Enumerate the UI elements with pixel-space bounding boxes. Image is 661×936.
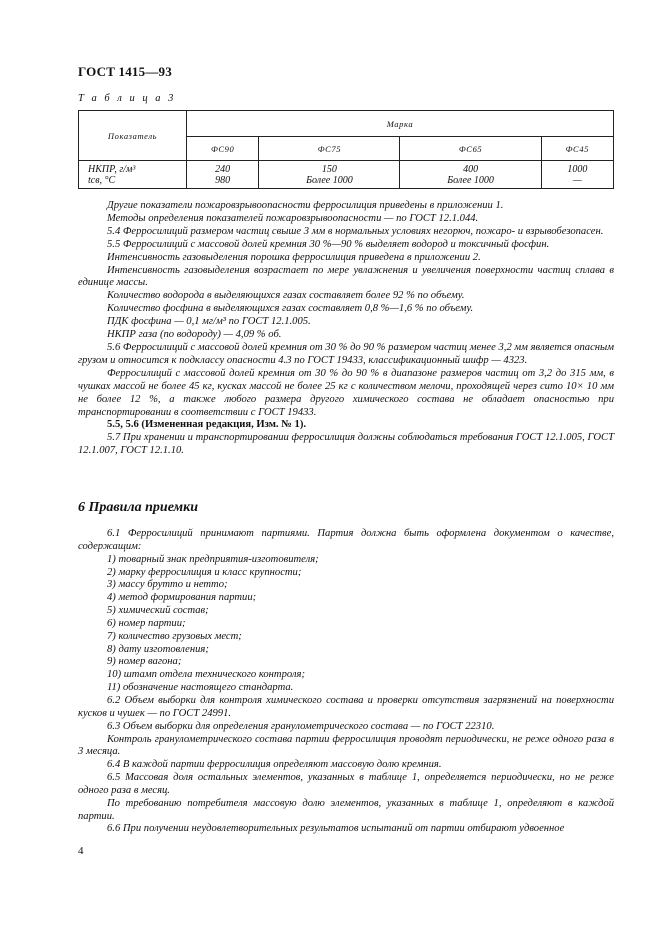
row-label-lcl: НКПР, г/м³ <box>88 163 136 175</box>
paragraph: Интенсивность газовыделения порошка ферросилиция приведена в приложении 2. <box>107 251 481 263</box>
grade-header: ФС90 <box>187 137 259 161</box>
table-cell: 1000 — <box>541 161 613 189</box>
paragraph: Методы определения показателей пожаровзрывоопасности — по ГОСТ 12.1.044. <box>107 212 479 224</box>
list-item: 9) номер вагона; <box>107 656 182 668</box>
paragraph: 6.6 При получении неудовлетворительных результатов испытаний от партии отбирают удвоенное <box>107 823 565 835</box>
list-item: 10) штамп отдела технического контроля; <box>107 669 305 681</box>
paragraph: Контроль гранулометрического состава партии ферросилиция проводят периодически, не реже одного раза в 3 месяца. <box>78 733 614 758</box>
section-5-text <box>78 200 614 458</box>
row-label-ignition-temp: tсв, °С <box>88 174 116 186</box>
list-item: 5) химический состав; <box>107 605 209 617</box>
paragraph: 6.5 Массовая доля остальных элементов, указанных в таблице 1, определяется периодически, но не реже одного раза в месяц. <box>78 772 614 796</box>
grade-header: ФС45 <box>541 137 613 161</box>
paragraph: 5.4 Ферросилиций размером частиц свыше 3 мм в нормальных условиях негорюч, пожаро- и взрывобезопасен. <box>107 225 604 237</box>
paragraph: Интенсивность газовыделения возрастает по мере увлажнения и увеличения поверхности частиц сплава в единице массы. <box>78 264 614 289</box>
grade-header: ФС65 <box>400 137 541 161</box>
list-item: 1) товарный знак предприятия-изготовителя; <box>107 553 319 565</box>
list-item: 3) массу брутто и нетто; <box>107 579 228 591</box>
list-item: 7) количество грузовых мест; <box>107 630 242 642</box>
list-item: 4) метод формирования партии; <box>107 592 257 604</box>
edit-note: 5.5, 5.6 (Измененная редакция, Изм. № 1). <box>107 419 306 431</box>
list-item: 11) обозначение настоящего стандарта. <box>107 682 294 694</box>
paragraph: Количество фосфина в выделяющихся газах составляет 0,8 %—1,6 % по объему. <box>107 303 474 315</box>
paragraph: 6.4 В каждой партии ферросилиция определяют массовую долю кремния. <box>107 759 442 771</box>
section-6-text <box>78 528 614 836</box>
column-header-grade-group: Марка <box>187 111 614 137</box>
row-labels <box>79 161 187 189</box>
paragraph: Другие показатели пожаровзрывоопасности ферросилиция приведены в приложении 1. <box>107 200 504 211</box>
paragraph: НКПР газа (по водороду) — 4,09 % об. <box>107 329 282 341</box>
table-3 <box>78 110 614 189</box>
table-cell: 240 980 <box>187 161 259 189</box>
table-caption: Т а б л и ц а 3 <box>78 93 176 104</box>
paragraph: По требованию потребителя массовую долю элементов, указанных в таблице 1, определяют в каждой партии. <box>78 797 614 822</box>
list-item: 6) номер партии; <box>107 617 186 629</box>
page-number: 4 <box>78 845 84 857</box>
paragraph: 5.6 Ферросилиций с массовой долей кремния от 30 % до 90 % размером частиц менее 3,2 мм является опасным грузом и относится к подклассу опасности 4.3 по ГОСТ 19433, классификационный шифр — 4323. <box>78 341 614 366</box>
paragraph: 6.3 Объем выборки для определения гранулометрического состава — по ГОСТ 22310. <box>107 720 495 732</box>
paragraph: 6.2 Объем выборки для контроля химического состава и проверки отсутствия загрязнений на поверхности кусков и чушек — по ГОСТ 24991. <box>78 694 614 719</box>
paragraph: 5.5 Ферросилиций с массовой долей кремния 30 %—90 % выделяет водород и токсичный фосфин. <box>107 238 550 250</box>
list-item: 2) марку ферросилиция и класс крупности; <box>107 566 302 578</box>
paragraph: Количество водорода в выделяющихся газах составляет более 92 % по объему. <box>107 290 465 302</box>
paragraph: 5.7 При хранении и транспортировании ферросилиция должны соблюдаться требования ГОСТ 12.1.005, ГОСТ 12.1.007, ГОСТ 12.1.10. <box>78 432 614 457</box>
paragraph: ПДК фосфина — 0,1 мг/м³ по ГОСТ 12.1.005. <box>107 316 311 328</box>
standard-header: ГОСТ 1415—93 <box>78 64 172 79</box>
paragraph: 6.1 Ферросилиций принимают партиями. Партия должна быть оформлена документом о качестве, содержащим: <box>78 528 614 552</box>
table-cell: 150 Более 1000 <box>259 161 400 189</box>
paragraph: Ферросилиций с массовой долей кремния от 30 % до 90 % в диапазоне размеров частиц от 3,2 до 315 мм, в чушках массой не более 45 кг, кусках массой не более 25 кг с количеством мелочи, проходящей через сито 10× 10 мм не более 12 %, а также любого размера другого химического состава не обладает опасностью при транспортировании в соответствии с ГОСТ 19433. <box>78 367 614 418</box>
column-header-indicator: Показатель <box>79 111 187 161</box>
grade-header: ФС75 <box>259 137 400 161</box>
table-cell: 400 Более 1000 <box>400 161 541 189</box>
section-6-title: 6 Правила приемки <box>78 500 199 515</box>
list-item: 8) дату изготовления; <box>107 643 209 655</box>
